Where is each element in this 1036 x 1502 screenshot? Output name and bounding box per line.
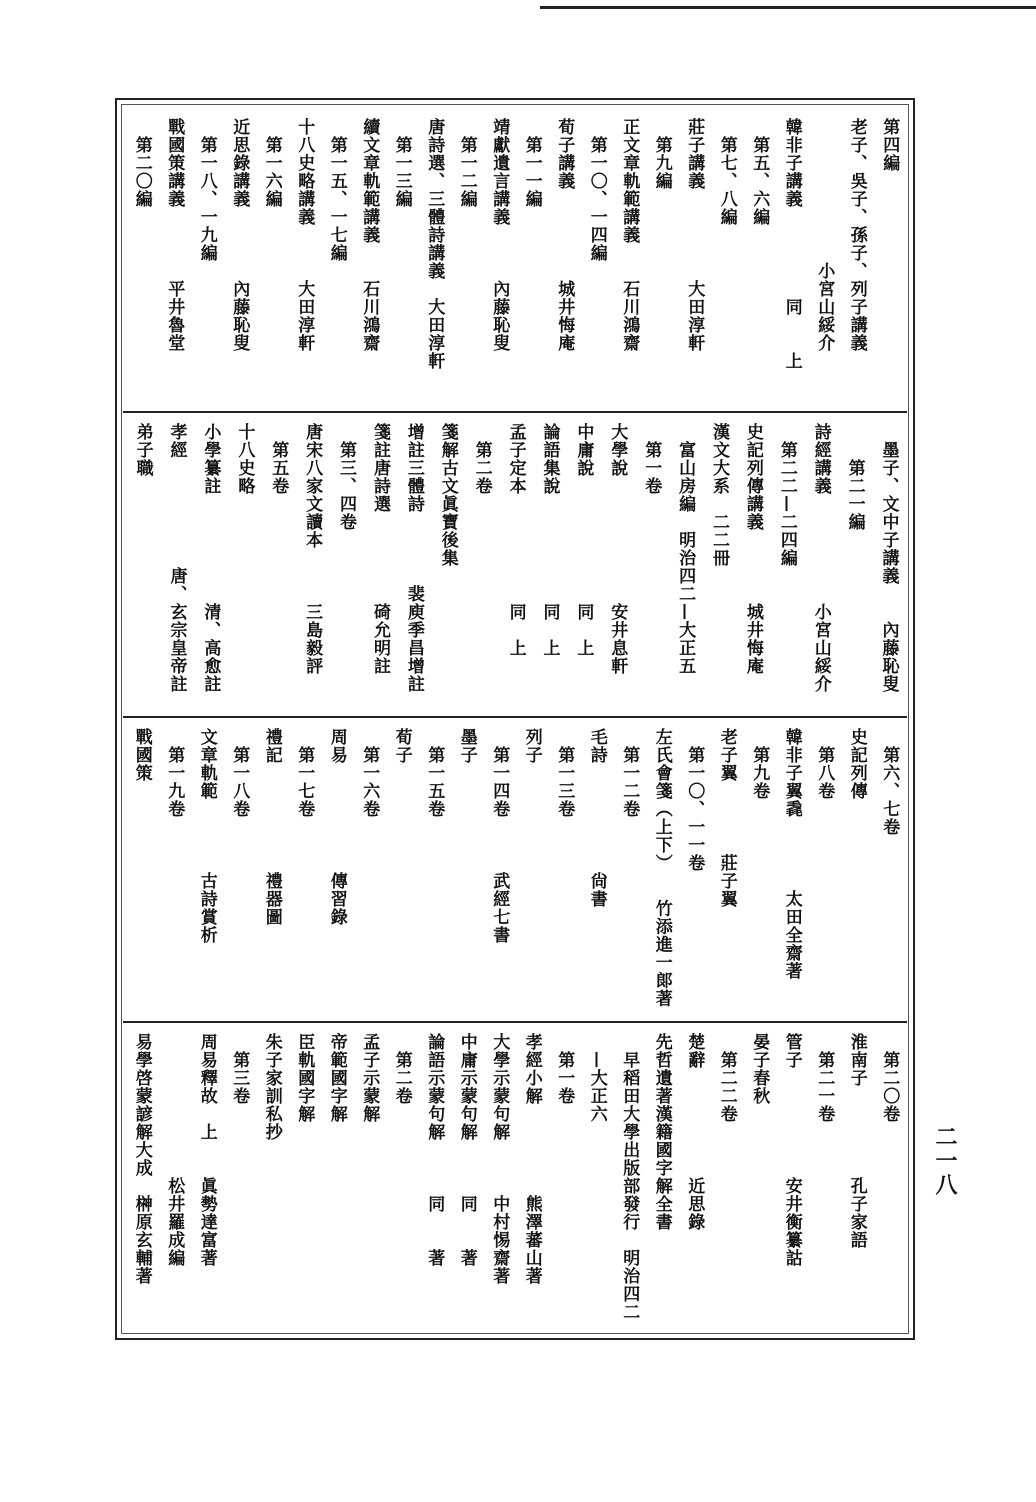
- text-column: [385, 1023, 418, 1333]
- text-column: [840, 1023, 873, 1333]
- text-column: [645, 1023, 678, 1333]
- column-text: 小學纂註 清、高愈註: [200, 423, 221, 693]
- text-column: [125, 108, 158, 410]
- column-text: 第一〇、一四編: [586, 118, 607, 262]
- text-column: [840, 718, 873, 1020]
- column-text: 第一六編: [261, 118, 282, 208]
- text-column: [158, 1023, 191, 1333]
- text-column: [125, 1023, 158, 1333]
- text-column: [320, 1023, 353, 1333]
- text-column: [288, 108, 321, 410]
- column-text: 第一八卷: [229, 728, 250, 818]
- column-text: 第六、七卷: [879, 728, 900, 836]
- column-text: 先哲遺著漢籍國字解全書: [651, 1033, 672, 1231]
- column-text: 正文章軌範講義 石川鴻齋: [619, 118, 640, 352]
- text-column: [613, 108, 646, 410]
- column-text: 第一五、一七編: [326, 118, 347, 262]
- text-column: [775, 718, 808, 1020]
- text-column: [871, 413, 905, 715]
- column-text: 周易 傳習錄: [326, 728, 347, 926]
- text-column: [255, 108, 288, 410]
- text-column: [775, 108, 808, 410]
- text-column: [769, 413, 803, 715]
- text-column: [548, 1023, 581, 1333]
- text-column: [548, 718, 581, 1020]
- column-text: 老子翼 莊子翼: [716, 728, 737, 908]
- column-text: 臣軌國字解: [294, 1033, 315, 1123]
- column-text: 小宮山綏介: [814, 118, 835, 352]
- text-column: [743, 1023, 776, 1333]
- text-column: [710, 718, 743, 1020]
- column-text: 史記列傳講義 城井悔庵: [742, 423, 763, 675]
- text-column: [775, 1023, 808, 1333]
- text-column: [873, 1023, 906, 1333]
- text-column: [288, 718, 321, 1020]
- text-column: [566, 413, 600, 715]
- text-column: [320, 108, 353, 410]
- column-text: 第二〇卷: [879, 1033, 900, 1123]
- text-column: [464, 413, 498, 715]
- tier-4: [117, 1023, 913, 1333]
- column-text: —大正六: [586, 1033, 607, 1123]
- text-column: [159, 413, 193, 715]
- text-column: [580, 1023, 613, 1333]
- text-column: [483, 108, 516, 410]
- column-text: 大學示蒙句解 中村惕齋著: [489, 1033, 510, 1285]
- text-column: [396, 413, 430, 715]
- text-column: [430, 413, 464, 715]
- column-text: 莊子講義 大田淳軒: [684, 118, 705, 352]
- column-text: 第二二卷: [716, 1033, 737, 1123]
- text-column: [634, 413, 668, 715]
- column-text: 韓非子講義 同 上: [781, 118, 802, 370]
- column-text: 第一七卷: [294, 728, 315, 818]
- column-text: 論語示蒙句解 同 著: [424, 1033, 445, 1267]
- top-rule: [540, 6, 1036, 9]
- text-column: [498, 413, 532, 715]
- column-text: 詩經講義 小宮山綏介: [810, 423, 831, 693]
- column-text: 帝範國字解: [326, 1033, 347, 1123]
- column-text: 續文章軌範講義 石川鴻齋: [359, 118, 380, 352]
- column-text: 第一六卷: [359, 728, 380, 818]
- text-column: [483, 1023, 516, 1333]
- column-text: 靖獻遺言講義 內藤恥叟: [489, 118, 510, 352]
- text-column: [190, 718, 223, 1020]
- column-text: 史記列傳: [846, 728, 867, 800]
- column-text: 中庸示蒙句解 同 著: [456, 1033, 477, 1267]
- column-text: 孟子示蒙解: [359, 1033, 380, 1123]
- column-text: 荀子: [391, 728, 412, 764]
- tier-2: [117, 413, 913, 715]
- text-column: [580, 718, 613, 1020]
- text-column: [668, 413, 702, 715]
- text-column: [353, 718, 386, 1020]
- text-column: [808, 718, 841, 1020]
- column-text: 墨子、文中子講義 內藤恥叟: [878, 423, 899, 693]
- column-text: 唐詩選、三體詩講義 大田淳軒: [424, 118, 445, 370]
- column-text: 左氏會箋（上下） 竹添進一郞著: [651, 728, 672, 1008]
- text-column: [803, 413, 837, 715]
- text-column: [320, 718, 353, 1020]
- column-text: 第一五卷: [424, 728, 445, 818]
- text-column: [255, 718, 288, 1020]
- column-text: 第一二卷: [619, 728, 640, 818]
- column-text: 第一卷: [641, 423, 662, 495]
- text-column: [645, 108, 678, 410]
- text-column: [837, 413, 871, 715]
- column-text: 第三、四卷: [336, 423, 357, 531]
- column-text: 管子 安井衡纂詁: [781, 1033, 802, 1267]
- text-column: [710, 1023, 743, 1333]
- column-text: 列子: [521, 728, 542, 764]
- text-column: [125, 718, 158, 1020]
- column-text: 箋解古文眞寶後集: [437, 423, 458, 567]
- text-column: [702, 413, 736, 715]
- column-text: 第三卷: [229, 1033, 250, 1105]
- text-column: [193, 413, 227, 715]
- column-text: 淮南子 孔子家語: [846, 1033, 867, 1249]
- column-text: 第一〇、一一卷: [684, 728, 705, 872]
- text-column: [353, 108, 386, 410]
- column-text: 論語集說 同 上: [539, 423, 560, 657]
- text-column: [353, 1023, 386, 1333]
- column-text: 第五卷: [268, 423, 289, 495]
- column-text: 第一九卷: [164, 728, 185, 818]
- text-column: [808, 108, 841, 410]
- text-column: [678, 108, 711, 410]
- text-column: [532, 413, 566, 715]
- column-text: 第二〇編: [131, 118, 152, 208]
- column-text: 第一三卷: [554, 728, 575, 818]
- text-column: [515, 718, 548, 1020]
- column-text: 箋註唐詩選 碕允明註: [369, 423, 390, 675]
- column-text: 朱子家訓私抄: [261, 1033, 282, 1141]
- column-text: 韓非子翼毳 太田全齋著: [781, 728, 802, 980]
- text-column: [125, 413, 159, 715]
- column-text: 富山房編 明治四二—大正五: [675, 423, 696, 675]
- column-text: 漢文大系 二二冊: [709, 423, 730, 567]
- text-column: [295, 413, 329, 715]
- text-column: [223, 1023, 256, 1333]
- column-text: 墨子: [456, 728, 477, 764]
- text-column: [873, 108, 906, 410]
- tier-1: [117, 108, 913, 410]
- column-text: 中庸說 同 上: [573, 423, 594, 657]
- column-text: 周易釋故 上 眞勢達富著: [196, 1033, 217, 1267]
- column-text: 十八史略: [234, 423, 255, 495]
- text-column: [515, 1023, 548, 1333]
- text-column: [418, 718, 451, 1020]
- column-text: 十八史略講義 大田淳軒: [294, 118, 315, 352]
- column-text: 第九卷: [749, 728, 770, 800]
- column-text: 易學啓蒙諺解大成 榊原玄輔著: [131, 1033, 152, 1285]
- column-text: 戰國策講義 平井魯堂: [164, 118, 185, 352]
- tier-3: [117, 718, 913, 1020]
- column-text: 第一卷: [554, 1033, 575, 1105]
- text-column: [450, 1023, 483, 1333]
- column-text: 荀子講義 城井悔庵: [554, 118, 575, 352]
- page-number: 二一八: [932, 1125, 958, 1197]
- column-text: 第一二編: [456, 118, 477, 208]
- column-text: 第一一編: [521, 118, 542, 208]
- column-text: 第七、八編: [716, 118, 737, 226]
- text-column: [158, 718, 191, 1020]
- text-column: [190, 108, 223, 410]
- text-column: [840, 108, 873, 410]
- column-text: 第二二—二四編: [776, 423, 797, 567]
- column-text: 毛詩 尙書: [586, 728, 607, 908]
- text-column: [288, 1023, 321, 1333]
- text-column: [600, 413, 634, 715]
- column-text: 戰國策: [131, 728, 152, 782]
- text-column: [190, 1023, 223, 1333]
- text-column: [743, 718, 776, 1020]
- column-text: 近思錄講義 內藤恥叟: [229, 118, 250, 352]
- column-text: 晏子春秋: [749, 1033, 770, 1105]
- column-text: 第一八、一九編: [196, 118, 217, 262]
- column-text: 第二卷: [391, 1033, 412, 1105]
- column-text: 孝經 唐、玄宗皇帝註: [166, 423, 187, 693]
- column-text: 第一四卷 武經七書: [489, 728, 510, 944]
- text-column: [613, 718, 646, 1020]
- column-text: 第五、六編: [749, 118, 770, 226]
- text-column: [418, 108, 451, 410]
- text-column: [363, 413, 397, 715]
- column-text: 第二卷: [471, 423, 492, 495]
- page-frame: [115, 98, 915, 1340]
- text-column: [329, 413, 363, 715]
- text-column: [808, 1023, 841, 1333]
- text-column: [223, 108, 256, 410]
- text-column: [645, 718, 678, 1020]
- text-column: [227, 413, 261, 715]
- text-column: [385, 718, 418, 1020]
- column-text: 第一三編: [391, 118, 412, 208]
- column-text: 第二一卷: [814, 1033, 835, 1123]
- column-text: 唐宋八家文讀本 三島毅評: [302, 423, 323, 675]
- text-column: [678, 1023, 711, 1333]
- column-text: 增註三體詩 裴庾季昌增註: [403, 423, 424, 693]
- column-text: 弟子職: [132, 423, 153, 477]
- column-text: 大學說 安井息軒: [607, 423, 628, 675]
- text-column: [385, 108, 418, 410]
- column-text: 第九編: [651, 118, 672, 190]
- column-text: 文章軌範 古詩賞析: [196, 728, 217, 944]
- text-column: [743, 108, 776, 410]
- column-text: 老子、吳子、孫子、列子講義: [846, 118, 867, 352]
- column-text: 早稻田大學出版部發行 明治四二: [619, 1033, 640, 1321]
- text-column: [450, 718, 483, 1020]
- text-column: [515, 108, 548, 410]
- text-column: [223, 718, 256, 1020]
- text-column: [678, 718, 711, 1020]
- column-text: 第八卷: [814, 728, 835, 800]
- text-column: [613, 1023, 646, 1333]
- text-column: [735, 413, 769, 715]
- column-text: 第四編: [879, 118, 900, 172]
- column-text: 孟子定本 同 上: [505, 423, 526, 657]
- column-text: 楚辭 近思錄: [684, 1033, 705, 1231]
- text-column: [873, 718, 906, 1020]
- text-column: [580, 108, 613, 410]
- text-column: [450, 108, 483, 410]
- column-text: 松井羅成編: [164, 1033, 185, 1267]
- text-column: [255, 1023, 288, 1333]
- text-column: [548, 108, 581, 410]
- text-column: [261, 413, 295, 715]
- text-column: [710, 108, 743, 410]
- column-text: 第二一編: [844, 423, 865, 531]
- column-text: 孝經小解 熊澤蕃山著: [521, 1033, 542, 1285]
- text-column: [418, 1023, 451, 1333]
- text-column: [158, 108, 191, 410]
- column-text: 禮記 禮器圖: [261, 728, 282, 926]
- text-column: [483, 718, 516, 1020]
